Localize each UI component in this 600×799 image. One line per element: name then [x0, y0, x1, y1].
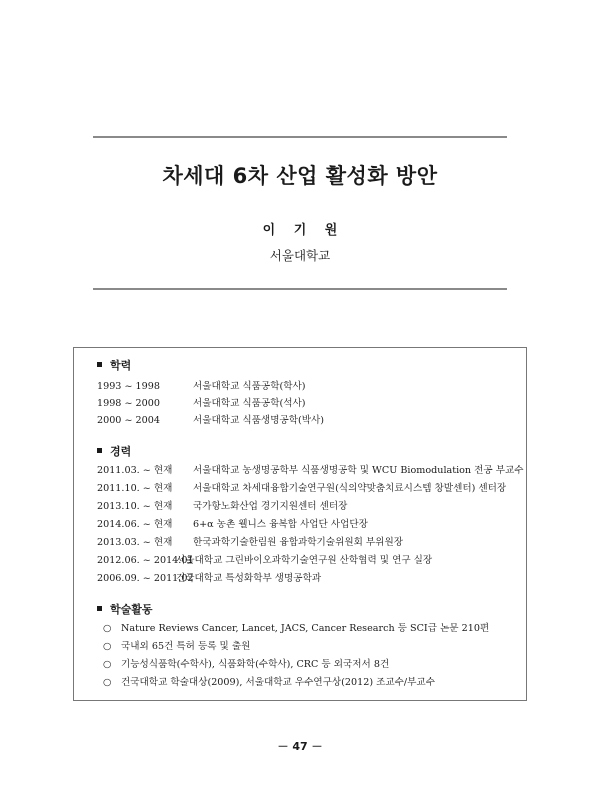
career-heading: 경력 — [97, 443, 131, 459]
activities-heading: 학술활동 — [97, 601, 153, 617]
square-bullet-icon — [97, 606, 102, 611]
activity-item: ○ Nature Reviews Cancer, Lancet, JACS, Cancer Research 등 SCI급 논문 210편 — [103, 623, 490, 634]
bottom-rule — [93, 288, 507, 290]
page-number: － 47 － — [277, 740, 323, 753]
activity-item: ○ 건국대학교 학술대상(2009), 서울대학교 우수연구상(2012) 조교수/부교수 — [103, 677, 435, 688]
circle-bullet-icon: ○ — [103, 641, 112, 652]
activity-item: ○ 국내외 65건 특허 등록 및 출원 — [103, 641, 251, 652]
circle-bullet-icon: ○ — [103, 659, 112, 670]
square-bullet-icon — [97, 362, 102, 367]
activity-item: ○ 기능성식품학(수학사), 식품화학(수학사), CRC 등 외국저서 8건 — [103, 659, 390, 670]
circle-bullet-icon: ○ — [103, 677, 112, 688]
document-title: 차세대 6차 산업 활성화 방안 — [162, 164, 438, 188]
education-heading: 학력 — [97, 357, 131, 373]
circle-bullet-icon: ○ — [103, 623, 112, 634]
square-bullet-icon — [97, 448, 102, 453]
author-name: 이 기 원 — [262, 223, 338, 238]
top-rule — [93, 136, 507, 138]
author-affiliation: 서울대학교 — [269, 248, 331, 263]
